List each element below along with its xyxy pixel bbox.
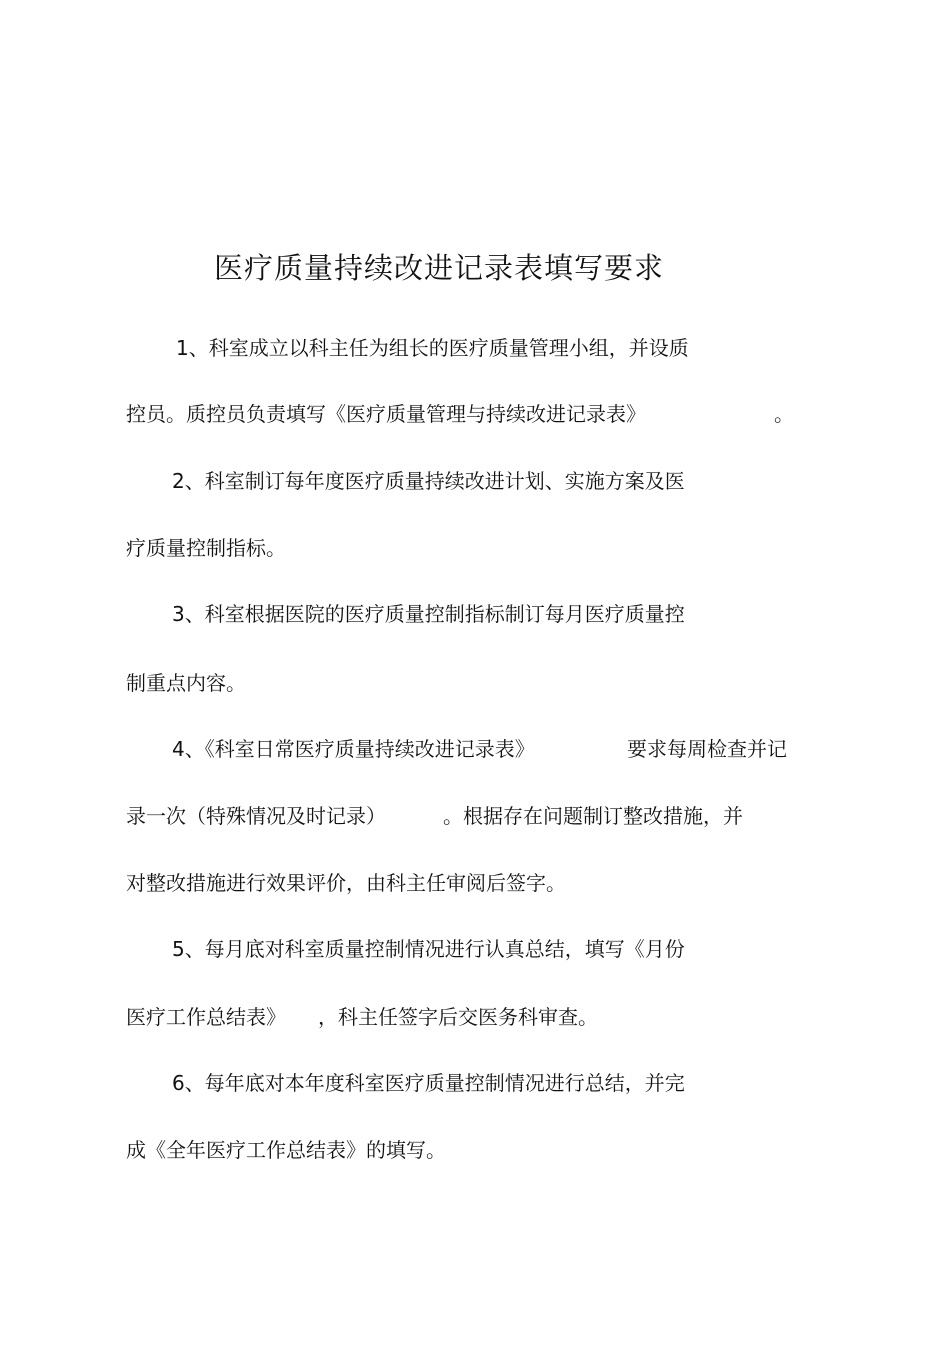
item-4-line-2: 录一次（特殊情况及时记录）	[126, 804, 386, 828]
item-1-line-2-end: 。	[774, 402, 794, 426]
item-3-line-2: 制重点内容。	[126, 671, 246, 695]
document-title: 医疗质量持续改进记录表填写要求	[213, 251, 664, 285]
item-4-line-1-end: 要求每周检查并记	[627, 737, 787, 761]
item-3-line-1: 3、科室根据医院的医疗质量控制指标制订每月医疗质量控	[172, 602, 685, 626]
item-5-line-2: 医疗工作总结表》	[126, 1005, 286, 1029]
item-1-line-2: 控员。质控员负责填写《医疗质量管理与持续改进记录表》	[126, 402, 646, 426]
item-6-line-1: 6、每年底对本年度科室医疗质量控制情况进行总结，并完	[172, 1071, 685, 1095]
item-5-line-2-end: ，科主任签字后交医务科审查。	[318, 1005, 598, 1029]
item-4-line-3: 对整改措施进行效果评价，由科主任审阅后签字。	[126, 871, 566, 895]
item-5-line-1: 5、每月底对科室质量控制情况进行认真总结，填写《月份	[172, 937, 685, 961]
item-4-line-1: 4、《科室日常医疗质量持续改进记录表》	[172, 737, 535, 761]
item-2-line-2: 疗质量控制指标。	[126, 536, 286, 560]
item-1-line-1: 1、科室成立以科主任为组长的医疗质量管理小组，并设质	[176, 336, 689, 360]
item-6-line-2: 成《全年医疗工作总结表》的填写。	[126, 1138, 446, 1162]
item-2-line-1: 2、科室制订每年度医疗质量持续改进计划、实施方案及医	[172, 469, 685, 493]
item-4-line-2-end: 。根据存在问题制订整改措施，并	[443, 804, 743, 828]
